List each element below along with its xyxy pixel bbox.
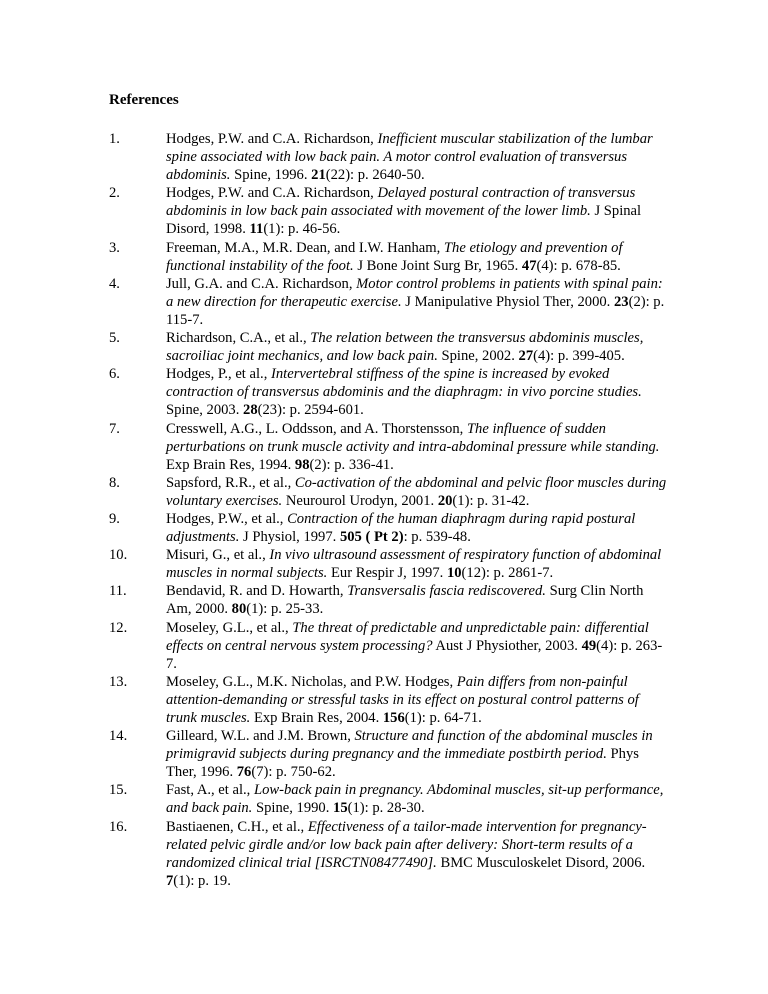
reference-text: J Bone Joint Surg Br, 1965.	[353, 257, 522, 274]
reference-text: (1): p. 19.	[173, 872, 231, 889]
reference-text: Spine, 2002.	[437, 348, 519, 365]
reference-text: (2): p. 115-7.	[166, 293, 665, 328]
reference-item	[109, 673, 669, 727]
reference-text: Hodges, P.W. and C.A. Richardson,	[166, 185, 378, 202]
reference-citation	[166, 619, 669, 673]
reference-title: The threat of predictable and unpredictable pain: differential effects on central nervous system processing?	[166, 619, 649, 654]
reference-text: Jull, G.A. and C.A. Richardson,	[166, 275, 357, 292]
reference-number: 8.	[109, 474, 120, 491]
reference-volume: 76	[236, 764, 252, 781]
reference-title: The etiology and prevention of functional instability of the foot.	[166, 239, 623, 274]
reference-text: (22): p. 2640-50.	[325, 167, 425, 184]
reference-list	[109, 130, 669, 890]
reference-volume: 7	[166, 872, 174, 889]
reference-citation	[166, 239, 669, 275]
reference-text: J Physiol, 1997.	[239, 529, 340, 546]
reference-number: 2.	[109, 185, 120, 202]
reference-number: 9.	[109, 510, 120, 527]
reference-title: Pain differs from non-painful attention-demanding or stressful tasks in its effect on postural control patterns of trunk muscles.	[166, 673, 639, 726]
references-heading: References	[109, 92, 179, 108]
reference-text: Exp Brain Res, 1994.	[166, 456, 295, 473]
reference-number: 14.	[109, 728, 128, 745]
reference-text: Freeman, M.A., M.R. Dean, and I.W. Hanham,	[166, 239, 444, 256]
reference-text: BMC Musculoskelet Disord, 2006.	[436, 854, 646, 871]
reference-volume: 98	[294, 456, 310, 473]
reference-number: 15.	[109, 782, 128, 799]
reference-citation	[166, 474, 669, 510]
reference-title: Effectiveness of a tailor-made intervention for pregnancy-related pelvic girdle and/or low back pain after delivery: Short-term results of a randomized clinical trial [ISRCTN08477490].	[166, 818, 647, 871]
reference-text: Bendavid, R. and D. Howarth,	[166, 583, 348, 600]
reference-citation	[166, 275, 669, 329]
reference-text: : p. 539-48.	[403, 529, 471, 546]
reference-text: (4): p. 399-405.	[533, 348, 625, 365]
reference-number: 1.	[109, 131, 120, 147]
reference-title: The influence of sudden perturbations on trunk muscle activity and intra-abdominal pressure while standing.	[166, 420, 660, 455]
reference-text: Moseley, G.L., M.K. Nicholas, and P.W. Hodges,	[166, 673, 457, 690]
reference-text: (7): p. 750-62.	[251, 764, 336, 781]
reference-citation	[166, 781, 669, 817]
reference-number: 13.	[109, 673, 128, 690]
reference-text: Hodges, P., et al.,	[166, 366, 271, 383]
reference-citation	[166, 365, 669, 419]
reference-volume: 49	[581, 637, 597, 654]
reference-volume: 80	[231, 601, 247, 618]
reference-text: (4): p. 678-85.	[536, 257, 621, 274]
reference-title: Contraction of the human diaphragm during rapid postural adjustments.	[166, 510, 636, 546]
reference-text: Gilleard, W.L. and J.M. Brown,	[166, 728, 355, 745]
reference-number: 10.	[109, 547, 128, 564]
reference-volume: 27	[518, 348, 534, 365]
reference-text: (1): p. 25-33.	[246, 601, 324, 618]
reference-title: Co-activation of the abdominal and pelvic floor muscles during voluntary exercises.	[166, 474, 667, 509]
reference-number: 12.	[109, 619, 128, 636]
reference-citation	[166, 130, 669, 184]
reference-citation	[166, 727, 669, 781]
reference-volume: 156	[382, 710, 405, 726]
reference-title: Intervertebral stiffness of the spine is increased by evoked contraction of transversus abdominis and the diaphragm: in vivo porcine studies.	[166, 366, 642, 401]
reference-text: Eur Respir J, 1997.	[327, 565, 447, 582]
reference-text: Misuri, G., et al.,	[166, 547, 270, 564]
reference-text: (2): p. 336-41.	[309, 456, 394, 473]
reference-text: (12): p. 2861-7.	[461, 565, 554, 582]
reference-item	[109, 275, 669, 329]
reference-item	[109, 329, 669, 365]
reference-citation	[166, 582, 669, 618]
reference-number: 16.	[109, 818, 128, 835]
reference-text: Richardson, C.A., et al.,	[166, 330, 311, 347]
reference-volume: 15	[333, 800, 348, 817]
reference-citation	[166, 673, 669, 727]
reference-text: Moseley, G.L., et al.,	[166, 619, 293, 636]
reference-volume: 23	[613, 293, 629, 310]
reference-title: Motor control problems in patients with spinal pain: a new direction for therapeutic exercise.	[166, 275, 663, 310]
reference-text: (4): p. 263-7.	[166, 637, 663, 672]
reference-title: Low-back pain in pregnancy. Abdominal muscles, sit-up performance, and back pain.	[166, 782, 664, 817]
reference-volume: 505 ( Pt 2)	[339, 529, 404, 546]
reference-text: (1): p. 64-71.	[404, 710, 482, 726]
reference-volume: 10	[446, 565, 462, 582]
reference-text: Fast, A., et al.,	[166, 782, 254, 799]
reference-item	[109, 546, 669, 582]
reference-title: In vivo ultrasound assessment of respiratory function of abdominal muscles in normal subjects.	[166, 547, 662, 582]
reference-item	[109, 818, 669, 890]
reference-text: Bastiaenen, C.H., et al.,	[166, 818, 308, 835]
reference-number: 5.	[109, 330, 120, 347]
reference-volume: 11	[249, 221, 264, 238]
reference-item	[109, 582, 669, 618]
reference-text: J Spinal Disord, 1998.	[166, 203, 642, 238]
reference-title: The relation between the transversus abdominis muscles, sacroiliac joint mechanics, and low back pain.	[166, 330, 644, 365]
reference-text: Phys Ther, 1996.	[166, 746, 639, 781]
reference-number: 11.	[109, 583, 127, 600]
reference-text: J Manipulative Physiol Ther, 2000.	[401, 293, 614, 310]
reference-title: Inefficient muscular stabilization of the lumbar spine associated with low back pain. A motor control evaluation of transversus abdominis.	[166, 131, 653, 184]
reference-item	[109, 420, 669, 474]
reference-text: Sapsford, R.R., et al.,	[166, 474, 295, 491]
reference-number: 3.	[109, 239, 120, 256]
reference-item	[109, 781, 669, 817]
reference-citation	[166, 184, 669, 238]
reference-volume: 28	[243, 402, 258, 419]
reference-citation	[166, 546, 669, 582]
reference-title: Transversalis fascia rediscovered.	[347, 583, 546, 600]
reference-volume: 21	[311, 167, 326, 184]
reference-citation	[166, 818, 669, 890]
reference-text: Spine, 1990.	[252, 800, 334, 817]
reference-title: Delayed postural contraction of transversus abdominis in low back pain associated with movement of the lower limb.	[166, 185, 636, 220]
reference-citation	[166, 510, 669, 546]
reference-text: Hodges, P.W., et al.,	[166, 510, 288, 527]
reference-item	[109, 184, 669, 238]
reference-citation	[166, 329, 669, 365]
reference-number: 7.	[109, 420, 120, 437]
reference-citation	[166, 420, 669, 474]
reference-text: Hodges, P.W. and C.A. Richardson,	[166, 131, 378, 147]
reference-item	[109, 727, 669, 781]
reference-item	[109, 619, 669, 673]
reference-text: Aust J Physiother, 2003.	[432, 637, 582, 654]
reference-text: (1): p. 28-30.	[347, 800, 425, 817]
reference-text: Exp Brain Res, 2004.	[250, 710, 383, 726]
reference-volume: 20	[437, 492, 453, 509]
reference-text: Spine, 1996.	[230, 167, 312, 184]
reference-item	[109, 474, 669, 510]
reference-text: Surg Clin North Am, 2000.	[166, 583, 644, 618]
reference-number: 4.	[109, 275, 120, 292]
reference-item	[109, 510, 669, 546]
reference-text: Neurourol Urodyn, 2001.	[282, 492, 438, 509]
reference-text: Spine, 2003.	[166, 402, 244, 419]
reference-item	[109, 130, 669, 184]
reference-text: (1): p. 31-42.	[452, 492, 530, 509]
reference-volume: 47	[521, 257, 537, 274]
reference-text: (1): p. 46-56.	[263, 221, 341, 238]
reference-item	[109, 365, 669, 419]
reference-item	[109, 239, 669, 275]
reference-number: 6.	[109, 366, 120, 383]
reference-title: Structure and function of the abdominal muscles in primigravid subjects during pregnancy and the immediate postbirth period.	[166, 728, 653, 763]
reference-text: (23): p. 2594-601.	[257, 402, 364, 419]
reference-text: Cresswell, A.G., L. Oddsson, and A. Thorstensson,	[166, 420, 467, 437]
